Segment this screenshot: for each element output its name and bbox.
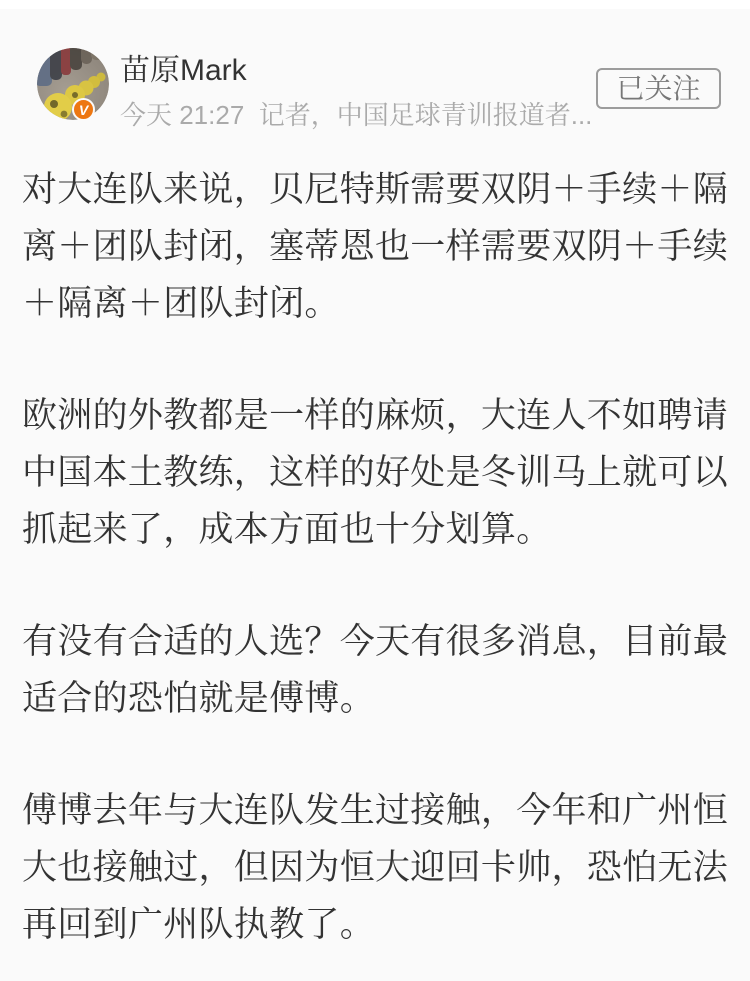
post-meta: 今天 21:27 记者，中国足球青训报道者... [120,100,593,130]
user-info [120,53,592,130]
avatar[interactable] [37,48,109,120]
post-content [0,161,750,953]
post-paragraph: 傅博去年与大连队发生过接触，今年和广州恒大也接触过，但因为恒大迎回卡帅，恐怕无法再回到广州队执教了。 [22,791,729,944]
follow-button[interactable]: 已关注 [596,68,721,109]
post-paragraph: 对大连队来说，贝尼特斯需要双阴＋手续＋隔离＋团队封闭，塞蒂恩也一样需要双阴＋手续＋隔离＋团队封闭。 [22,170,729,323]
verified-icon: V [72,98,95,121]
post-paragraph: 有没有合适的人选？今天有很多消息，目前最适合的恐怕就是傅博。 [22,622,729,718]
post-header [0,9,750,141]
username[interactable]: 苗原Mark [120,54,247,87]
post-paragraph: 欧洲的外教都是一样的麻烦，大连人不如聘请中国本土教练，这样的好处是冬训马上就可以抓起来了，成本方面也十分划算。 [22,396,729,549]
top-divider [0,0,750,9]
